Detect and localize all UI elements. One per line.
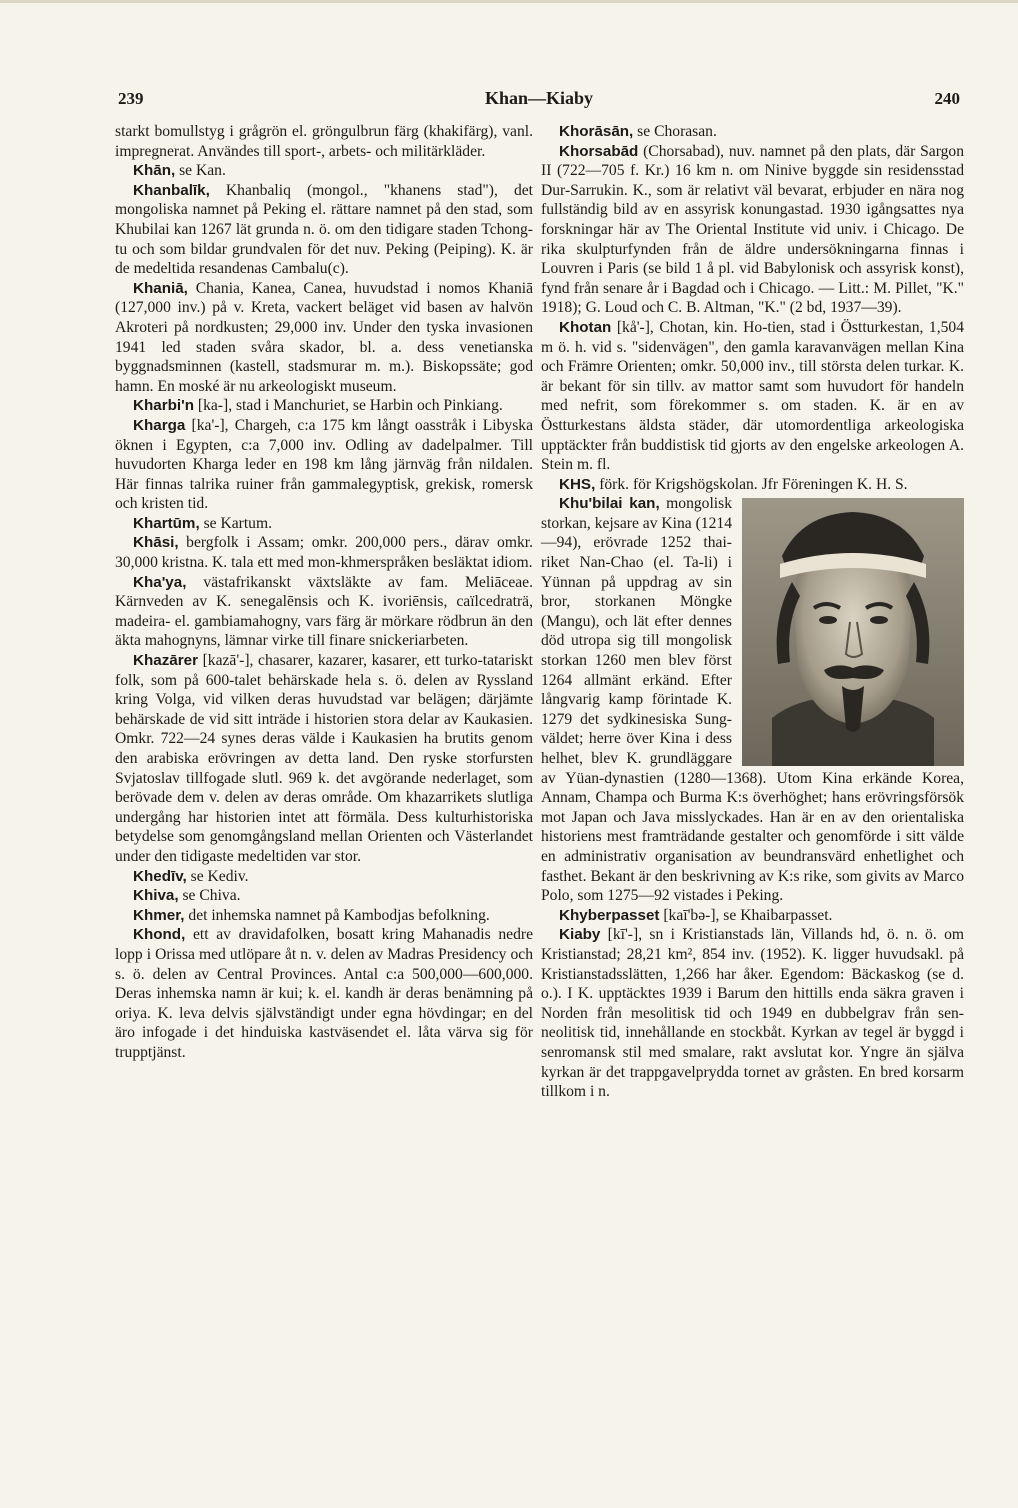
entry-text: [kazā'-], chasarer, kazarer, kasarer, ett turko-tatariskt folk, som på 600-talet behärskade hela s. ö. delen av Ryssland kring Volga, vid vilken deras huvudstad var belägen; därjämte behärskade de vid sitt inträde i historien stora delar av Kaukasien. Omkr. 722—24 synes deras välde i Kaukasien ha brutits genom den arabiska erövringen av detta land. Den ryske storfursten Svjatoslav tillfogade slutl. 969 k. det avgörande nederlaget, som berövade dem v. delen av deras område. Om khazarrikets slutliga undergång har historien intet att förmäla. Dess kulturhistoriska betydelse som genomgångsland mellan Orienten och Västerlandet under den tidigaste medeltiden var stor. [115,652,533,865]
entry-text: [kī'-], sn i Kristianstads län, Villands hd, ö. n. ö. om Kristianstad; 28,21 km², 854 inv. (1952). K. ligger huvudsakl. på Kristianstadsslätten, 1,266 har åker. Egendom: Bäckaskog (se d. o.). I K. upptäcktes 1939 i Barum den hittills enda säkra graven i Norden från mesolitisk tid och 1949 en dubbelgrav från sen-neolitisk tid, innehållande en stockbåt. Kyrkan av tegel är byggd i senromansk stil med smalare, rakt avslutat kor. Yngre än själva kyrkan är det trappgavelprydda tornet av gråsten. En bred korsarm tillkom i n. [541,926,964,1101]
entry-kiaby [541,925,964,1101]
khubilai-portrait-image [742,498,964,766]
entry-khaya [115,573,533,651]
entry-headword: Khu'bilai kan, [559,495,660,513]
entry-headword: Khyberpasset [559,906,660,924]
entry-khyberpasset [541,906,964,926]
entry-headword: KHS, [559,475,596,493]
entry-text: [ka'-], Chargeh, c:a 175 km långt oasstråk i Libyska öknen i Egypten, c:a 7,000 inv. Odling av dadelpalmer. Till huvudorten Kharga leder en 198 km lång järnväg från nildalen. Här finnas talrika ruiner från gammalegyptisk, grekisk, romersk och kristen tid. [115,416,533,513]
entry-text: bergfolk i Assam; omkr. 200,000 pers., därav omkr. 30,000 kristna. K. tala ett med mon-khmerspråken besläktat idiom. [115,534,533,572]
entry-headword: Khartūm, [133,514,200,532]
entry-khaki-continuation [115,122,533,161]
entry-text: se Chorasan. [633,123,717,140]
entry-khan [115,161,533,181]
entry-text: mongolisk storkan, kejsare av Kina (1214—94), erövrade 1252 thai-riket Nan-Chao (el. Ta-li) i Yünnan på uppdrag av sin bror, storkanen Möngke (Mangu), och lät efter dennes död utropa sig till mongolisk storkan 1260 men blev först 1264 allmänt erkänd. Efter långvarig kamp förintade K. 1279 det sydkinesiska Sung-väldet; herre över Kina i dess helhet, blev K. grundläggare av Yüan-dynastien (1280—1368). Utom Kina erkände Korea, Annam, Champa och Burma K:s överhöghet; hans erövringsförsök mot Japan och Java misslyckades. Han är en av den orientaliska historiens mest framträdande gestalter och genomförde i sitt välde en administrativ organisation av beundransvärd enhetlighet och fasthet. Bekant är den beskrivning av K:s rike, som givits av Marco Polo, som 1275—92 vistades i Peking. [541,495,964,905]
entry-headword: Khorāsān, [559,123,634,140]
entry-text: det inhemska namnet på Kambodjas befolkning. [184,906,490,924]
entry-headword: Kiaby [559,926,601,944]
right-column [541,122,964,1102]
page-title: Khan—Kiaby [484,88,594,108]
entry-text: starkt bomullstyg i grågrön el. gröngulbrun färg (khakifärg), vanl. impregnerat. Användes till sport-, arbets- och militärkläder. [115,123,533,160]
entry-headword: Kharbi'n [133,397,194,415]
entry-text: ett av dravidafolken, bosatt kring Mahanadis nedre lopp i Orissa med utlöpare åt n. v. delen av Madras Presidency och s. ö. delen av Central Provinces. Antal c:a 500,000—600,000. Deras inhemska namn är kui; k. el. kandh är deras benämning på oriya. K. leva delvis självständigt under egna hövdingar; en del äro infogade i det hinduiska kastväsendet el. låta värva sig för trupptjänst. [115,926,533,1061]
entry-text: Chania, Kanea, Canea, huvudstad i nomos Khaniā (127,000 inv.) på v. Kreta, vackert beläget vid basen av halvön Akroteri på nordkusten; 29,000 inv. Under den tyska invasionen 1941 led staden svåra skador, bl. a. dess venetianska byggnadsminnen (kastell, stadsmurar m. m.). Biskopssäte; god hamn. En moské är nu arkeologiskt museum. [115,279,533,395]
entry-headword: Khond, [133,926,186,944]
entry-kharga [115,416,533,514]
page-header [118,88,960,114]
entry-headword: Khedīv, [133,867,187,885]
entry-headword: Khmer, [133,906,185,924]
entry-khmer [115,906,533,926]
page-number-left: 239 [118,89,144,108]
entry-text: förk. för Krigshögskolan. Jfr Föreningen K. H. S. [595,475,908,493]
entry-khartum [115,514,533,534]
entry-text: se Kan. [175,162,226,180]
entry-text: [kaī'bə-], se Khaibarpasset. [659,906,833,924]
entry-text: se Kediv. [186,867,249,885]
entry-headword: Khiva, [133,887,179,905]
page-top-edge [0,0,1018,3]
entry-headword: Khāsi, [133,534,179,552]
entry-khs [541,475,964,495]
entry-text: västafrikanskt växtsläkte av fam. Meliāceae. Kärnveden av K. senegalēnsis och K. ivoriēnsis, caïlcedraträ, madeira- el. gambiamahogny, vars färg är mörkare rödbrun än den äkta mahognyns, lämnar virke till finare snickeriarbeten. [115,573,533,650]
entry-khanbalik [115,181,533,279]
entry-headword: Khazārer [133,652,198,670]
entry-kharbin [115,396,533,416]
entry-text: se Chiva. [178,887,241,905]
entry-text: se Kartum. [199,514,272,532]
entry-khazarer [115,651,533,867]
entry-khond [115,925,533,1062]
entry-khiva [115,886,533,906]
page-number-right: 240 [934,89,960,108]
entry-khorasan [541,122,964,142]
entry-text: (Chorsabad), nuv. namnet på den plats, där Sargon II (722—705 f. Kr.) 16 km n. om Ninive byggde sin residensstad Dur-Sarrukin. K., som är relativt väl bevarat, erbjuder en nära nog fullständig bild av en assyrisk konungastad. 1930 igångsattes nya forskningar här av The Oriental Institute vid univ. i Chicago. De rika skulpturfynden från de äldre undersökningarna finnas i Louvren i Paris (se bild 1 å pl. vid Babylonisk och assyrisk konst), fynd från senare år i Bagdad och i Chicago. — Litt.: M. Pillet, "K." 1918); G. Loud och C. B. Altman, "K." (2 bd, 1937—39). [541,142,964,317]
entry-headword: Khān, [133,162,176,180]
entry-headword: Khaniā, [133,279,188,297]
entry-text: [kå'-], Chotan, kin. Ho-tien, stad i Östturkestan, 1,504 m ö. h. vid s. "sidenvägen", den gamla karavanvägen mellan Kina och Främre Orienten; omkr. 50,000 inv., till största delen turkar. K. är bekant för sin tillv. av mattor samt som huvudort för handeln med nefrit, som förekommer s. om staden. K. är en av Östturkestans äldsta städer, där utomordentliga arkeologiska upptäckter från buddistisk tid gjorts av den engelske arkeologen A. Stein m. fl. [541,318,964,474]
entry-khediv [115,867,533,887]
portrait-drawing [742,498,964,766]
left-column [115,122,533,1063]
entry-khania [115,279,533,397]
entry-headword: Khotan [559,318,612,336]
entry-headword: Khorsabād [559,142,639,160]
entry-headword: Kha'ya, [133,573,187,591]
entry-headword: Khanbalīk, [133,181,210,199]
entry-khotan [541,318,964,475]
entry-khasi [115,533,533,572]
entry-text: Khanbaliq (mongol., "khanens stad"), det mongoliska namnet på Peking el. rättare namnet på den stad, som Khubilai kan 1267 lät grunda n. ö. om den tidigare staden Tchong-tu och som bildar grundvalen för det nuv. Peking (Peiping). K. är de medeltida resandenas Cambalu(c). [115,181,533,278]
entry-text: [ka-], stad i Manchuriet, se Harbin och Pinkiang. [194,397,503,415]
entry-headword: Kharga [133,416,186,434]
entry-khorsabad [541,142,964,318]
entry-khubilai [541,494,964,905]
